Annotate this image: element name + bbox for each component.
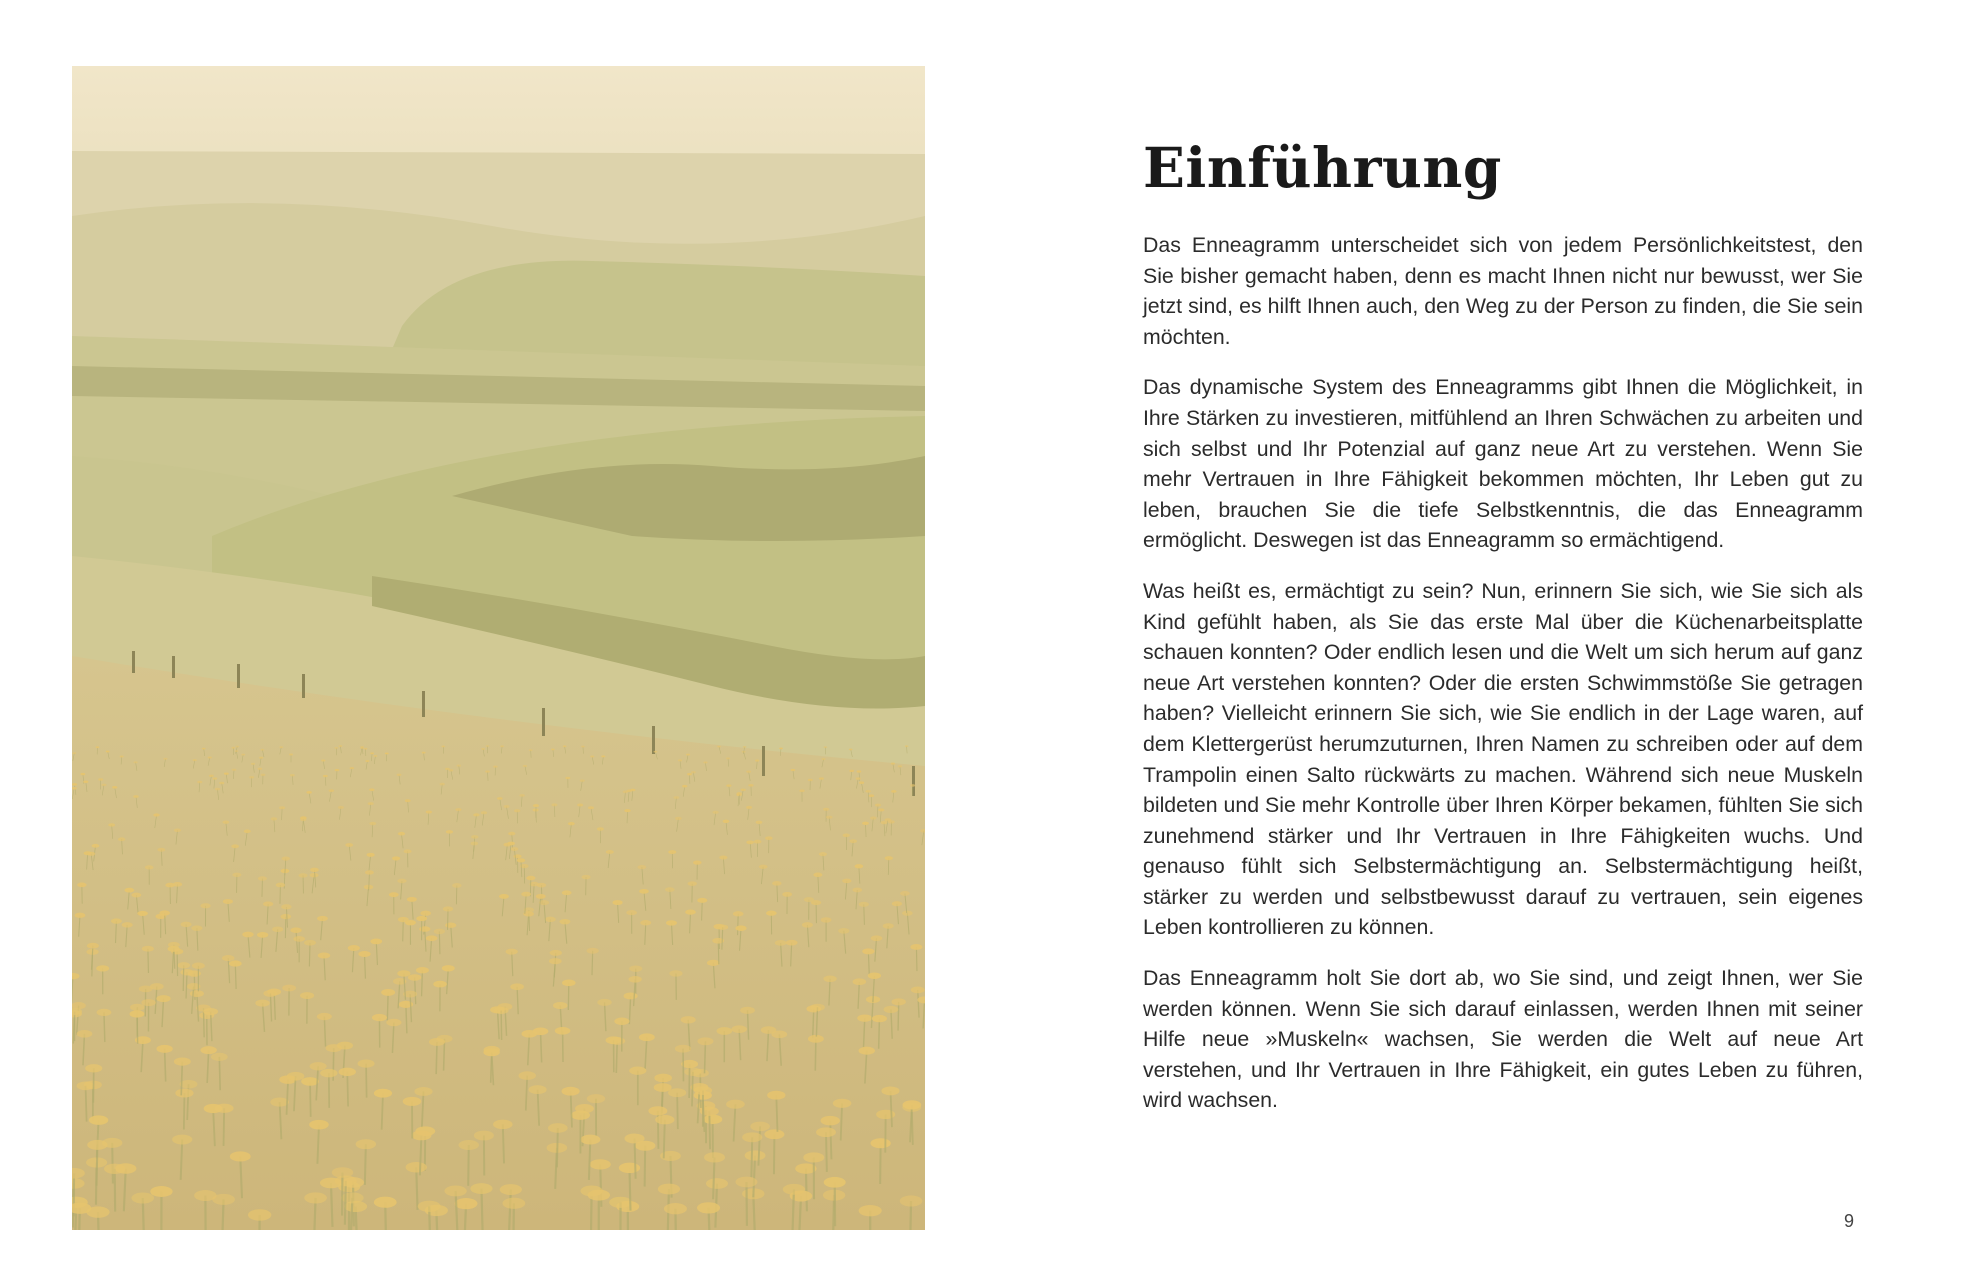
- text-column: [1143, 128, 1863, 1136]
- paragraph-2: Das dynamische System des Enneagramms gibt Ihnen die Möglichkeit, in Ihre Stärken zu investieren, mitfühlend an Ihren Schwächen zu arbeiten und sich selbst und Ihr Potenzial auf ganz neue Art zu verstehen. Wenn Sie mehr Vertrauen in Ihre Fähigkeit bekommen möchten, Ihr Leben gut zu leben, brauchen Sie die tiefe Selbstkenntnis, die das Enneagramm ermöglicht. Deswegen ist das Enneagramm so ermächtigend.: [1143, 375, 1863, 553]
- page-number: 9: [1844, 1211, 1855, 1231]
- paragraph-4: Das Enneagramm holt Sie dort ab, wo Sie sind, und zeigt Ihnen, wer Sie werden können. Wenn Sie sich darauf einlassen, werden Ihnen mit seiner Hilfe neue »Muskeln« wachsen, Sie werden die Welt auf neue Art verstehen, und Ihr Vertrauen in Ihre Fähigkeit, ein gutes Leben zu führen, wird wachsen.: [1143, 966, 1863, 1113]
- page-title: Einführung: [1143, 135, 1502, 200]
- paragraph-1: Das Enneagramm unterscheidet sich von jedem Persönlichkeitstest, den Sie bisher gemacht haben, denn es macht Ihnen nicht nur bewusst, wer Sie jetzt sind, es hilft Ihnen auch, den Weg zu der Person zu finden, die Sie sein möchten.: [1143, 233, 1863, 349]
- meadow-hills-illustration: [72, 66, 925, 1230]
- paragraph-3: Was heißt es, ermächtigt zu sein? Nun, erinnern Sie sich, wie Sie sich als Kind gefühlt haben, als Sie das erste Mal über die Küchenarbeitsplatte schauen konnten? Oder endlich lesen und die Welt um sich herum auf ganz neue Art verstehen konnten? Oder die ersten Schwimmstöße Sie getragen haben? Vielleicht erinnern Sie sich, wie Sie endlich in der Lage waren, auf dem Klettergerüst herumzuturnen, Ihren Namen zu schreiben oder auf dem Trampolin einen Salto rückwärts zu machen. Während sich neue Muskeln bildeten und Sie mehr Kontrolle über Ihren Körper bekamen, fühlten Sie sich zunehmend stärker und Ihr Vertrauen in Ihre Fähigkeiten wuchs. Und genauso fühlt sich Selbstermächtigung an. Selbstermächtigung heißt, stärker zu werden und selbstbewusst darauf zu vertrauen, sein eigenes Leben kontrollieren zu können.: [1143, 578, 1863, 940]
- landscape-photo: [72, 66, 925, 1230]
